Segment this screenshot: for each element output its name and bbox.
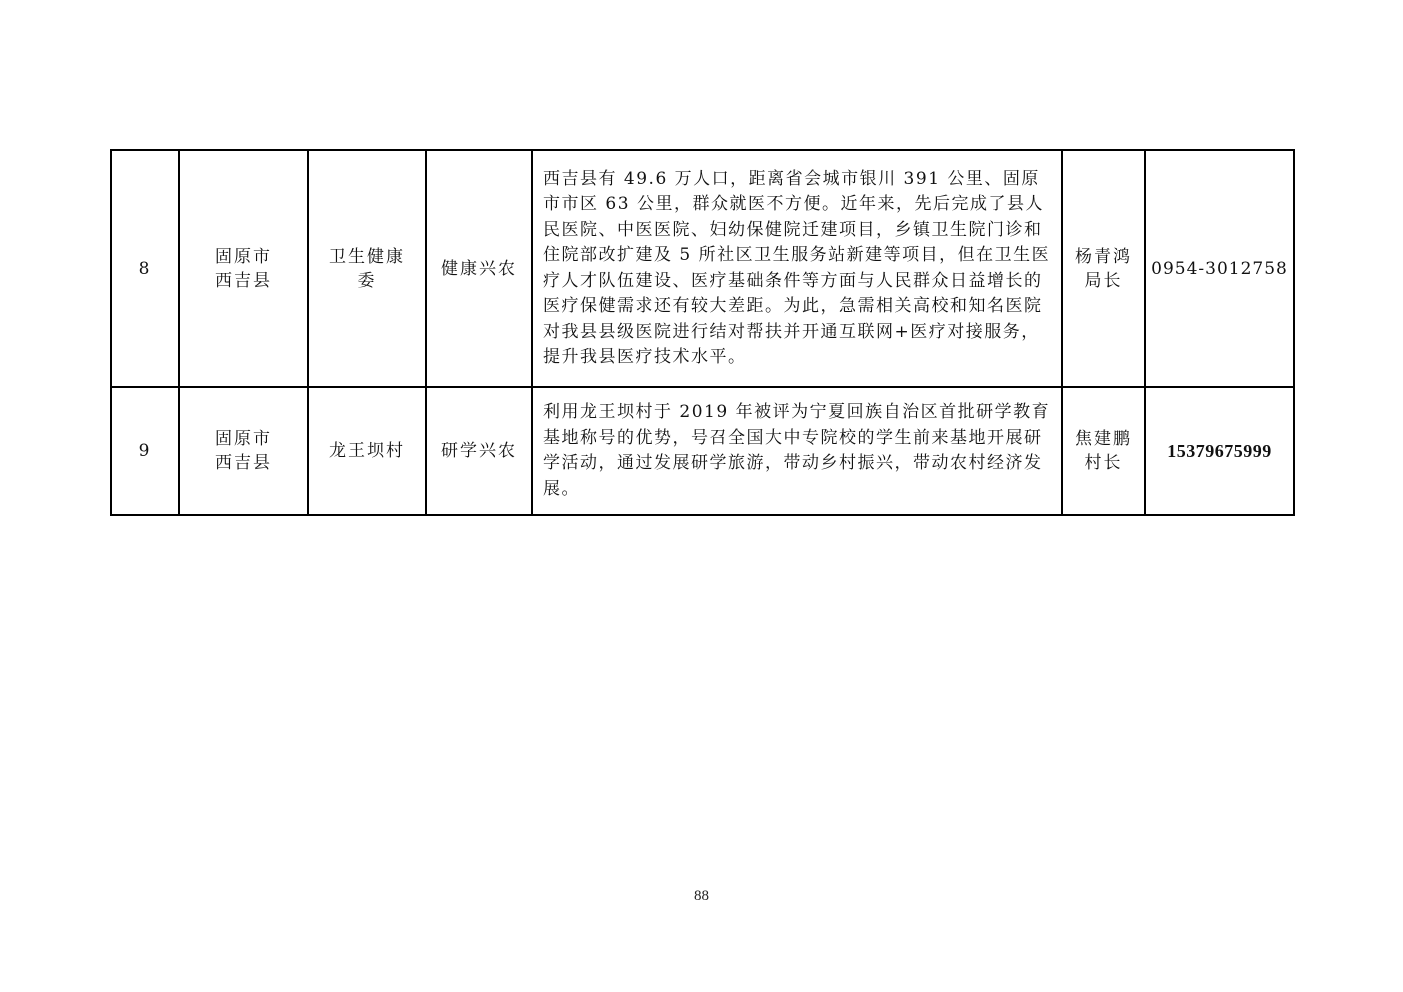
location-cell [179, 387, 308, 515]
description-cell [532, 150, 1062, 387]
row-index: 8 [138, 258, 152, 279]
project-table [110, 149, 1295, 516]
row-index: 9 [138, 441, 152, 461]
row-index-cell [111, 387, 179, 515]
theme-text: 健康兴农 [441, 258, 517, 279]
theme-text: 研学兴农 [441, 441, 517, 461]
table-row [111, 150, 1294, 387]
page-number: 88 [694, 888, 709, 904]
theme-cell [426, 387, 532, 515]
phone-cell [1145, 387, 1294, 515]
unit-name-line2: 委 [357, 270, 377, 291]
description-cell [532, 387, 1062, 515]
location-city: 固原市 [215, 246, 272, 267]
location-cell [179, 150, 308, 387]
contact-title: 村长 [1084, 453, 1123, 473]
location-county: 西吉县 [215, 270, 272, 291]
unit-cell [308, 150, 426, 387]
contact-name: 焦建鹏 [1075, 429, 1132, 449]
theme-cell [426, 150, 532, 387]
table-row [111, 387, 1294, 515]
contact-cell [1062, 387, 1145, 515]
phone-number: 15379675999 [1167, 441, 1272, 461]
description-text: 利用龙王坝村于 2019 年被评为宁夏回族自治区首批研学教育基地称号的优势，号召全国大中专院校的学生前来基地开展研学活动，通过发展研学旅游，带动乡村振兴，带动农村经济发展。 [543, 402, 1051, 499]
location-county: 西吉县 [215, 453, 272, 473]
unit-name-line1: 龙王坝村 [329, 441, 405, 461]
contact-name: 杨青鸿 [1075, 246, 1132, 267]
phone-number: 0954-3012758 [1151, 258, 1288, 279]
contact-cell [1062, 150, 1145, 387]
phone-cell [1145, 150, 1294, 387]
unit-cell [308, 387, 426, 515]
contact-title: 局长 [1084, 270, 1123, 291]
location-city: 固原市 [215, 429, 272, 449]
unit-name-line1: 卫生健康 [329, 246, 405, 267]
description-text: 西吉县有 49.6 万人口，距离省会城市银川 391 公里、固原市市区 63 公里，群众就医不方便。近年来，先后完成了县人民医院、中医医院、妇幼保健院迁建项目，乡镇卫生院门诊和住院部改扩建及 5 所社区卫生服务站新建等项目，但在卫生医疗人才队伍建设、医疗基础条件等方面与人民群众日益增长的医疗保健需求还有较大差距。为此，急需相关高校和知名医院对我县县级医院进行结对帮扶并开通互联网+医疗对接服务，提升我县医疗技术水平。 [543, 168, 1051, 367]
row-index-cell [111, 150, 179, 387]
